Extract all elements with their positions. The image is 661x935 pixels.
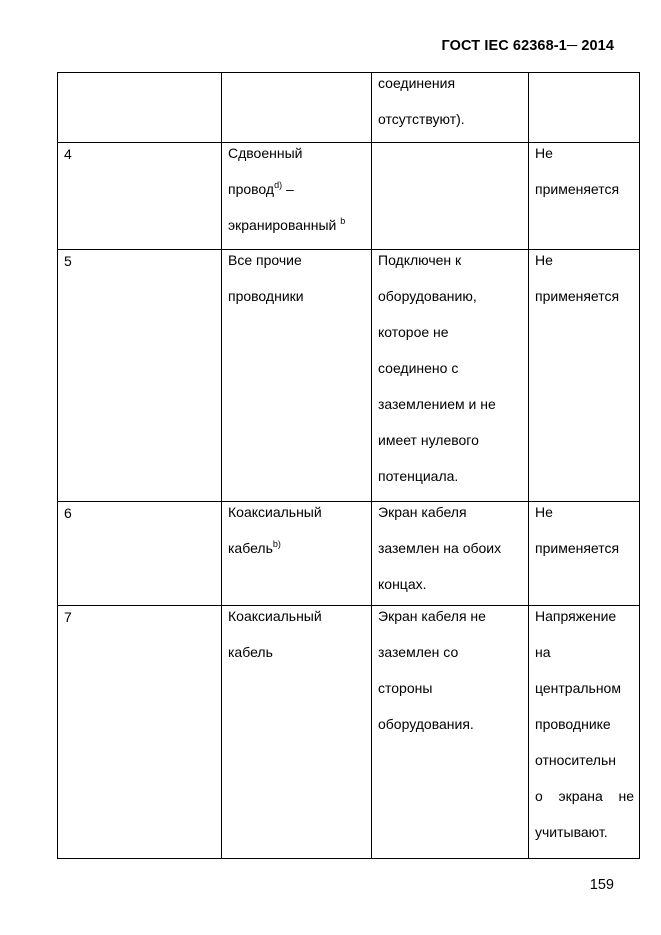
footnote-ref: b) (272, 539, 281, 549)
cell-line: имеет нулевого (378, 432, 479, 448)
cell-line: Экран кабеля не (378, 608, 486, 624)
cell-line: Экран кабеля (378, 504, 467, 520)
cell-line: которое не (378, 324, 449, 340)
cell-line: Коаксиальный (228, 608, 322, 624)
cell-text: – (282, 181, 294, 197)
cell-line (228, 530, 366, 566)
table-cell (529, 143, 640, 250)
cell-text: провод (228, 181, 275, 197)
cell-line: соединения (378, 75, 456, 91)
row-number: 5 (64, 253, 72, 269)
table-cell (529, 502, 640, 606)
row-number: 6 (64, 505, 72, 521)
footnote-ref: d) (274, 180, 283, 190)
cell-line (228, 171, 366, 207)
footnote-ref: b (340, 216, 346, 226)
cell-line: Коаксиальный (228, 504, 322, 520)
table-cell (222, 73, 372, 143)
cell-line: оборудования. (378, 716, 474, 732)
cell-line: потенциала. (378, 468, 459, 484)
row-number: 7 (64, 609, 72, 625)
table-cell (372, 143, 529, 250)
cell-line: концах. (378, 576, 427, 592)
cell-text: кабель (228, 540, 273, 556)
cell-line: отсутствуют). (378, 111, 465, 127)
document-header: ГОСТ IEC 62368-1─ 2014 (441, 38, 614, 54)
table-cell (222, 606, 372, 859)
cell-line: относительн (535, 752, 616, 768)
table-cell (222, 143, 372, 250)
table-row (58, 502, 640, 606)
table-cell (372, 73, 529, 143)
cell-line: Сдвоенный (228, 145, 303, 161)
cell-line: проводнике (535, 716, 611, 732)
cell-line: Не (535, 145, 553, 161)
cell-line: применяется (535, 540, 620, 556)
table-cell (222, 502, 372, 606)
cell-line (228, 207, 366, 243)
table-cell (58, 73, 222, 143)
row-number-cell (58, 143, 222, 250)
cell-line: соединено с (378, 360, 459, 376)
cell-line: на (535, 644, 551, 660)
cell-line: Не (535, 252, 553, 268)
table-cell (372, 502, 529, 606)
page-number: 159 (589, 877, 614, 893)
cell-line: кабель (228, 644, 273, 660)
table-row (58, 250, 640, 502)
cell-line: Все прочие (228, 252, 302, 268)
table-cell (529, 73, 640, 143)
cell-line: заземлен на обоих (378, 540, 502, 556)
table-cell (372, 250, 529, 502)
table-cell (222, 250, 372, 502)
cell-line: применяется (535, 288, 620, 304)
document-table (57, 72, 640, 859)
cell-text: экранированный (228, 217, 337, 233)
cell-line: оборудованию, (378, 288, 477, 304)
table-cell (529, 606, 640, 859)
cell-line: применяется (535, 181, 620, 197)
table-row (58, 143, 640, 250)
table-row-continuation (58, 73, 640, 143)
row-number: 4 (64, 146, 72, 162)
cell-line: о экрана не (535, 788, 634, 804)
cell-line: проводники (228, 288, 304, 304)
cell-line: заземлен со (378, 644, 459, 660)
cell-line: учитывают. (535, 824, 608, 840)
cell-line: Не (535, 504, 553, 520)
cell-line: заземлением и не (378, 396, 496, 412)
cell-line: Подключен к (378, 252, 462, 268)
cell-line: стороны (378, 680, 433, 696)
table-cell (529, 250, 640, 502)
cell-line: центральном (535, 680, 621, 696)
row-number-cell (58, 502, 222, 606)
row-number-cell (58, 606, 222, 859)
row-number-cell (58, 250, 222, 502)
table-row (58, 606, 640, 859)
table-cell (372, 606, 529, 859)
cell-line: Напряжение (535, 608, 617, 624)
